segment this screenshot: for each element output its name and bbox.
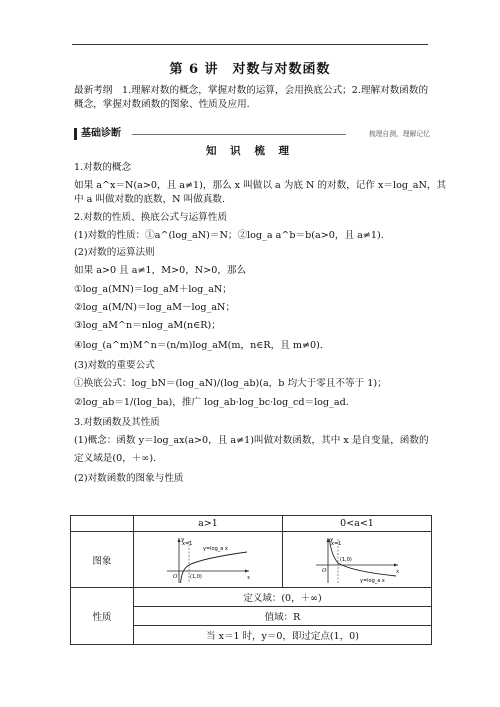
section-header bbox=[74, 128, 430, 140]
section-label: 基础诊断 bbox=[74, 128, 121, 140]
log-function-table bbox=[70, 515, 432, 645]
syllabus-intro: 最新考纲 1.理解对数的概念，掌握对数的运算，会用换底公式；2.理解对数函数的概念，掌握对数函数的图象、性质及应用. bbox=[74, 85, 429, 110]
text-line: ②log_a(M/N)＝log_aM－log_aN； bbox=[74, 302, 236, 313]
curve-label: y=log_a x bbox=[203, 545, 228, 552]
header-rule bbox=[72, 44, 428, 45]
y-axis-label: y bbox=[181, 536, 185, 543]
text-line: 中 a 叫做对数的底数，N 叫做真数. bbox=[74, 194, 226, 205]
point-label: (1,0) bbox=[340, 556, 352, 563]
origin-label: O bbox=[322, 567, 327, 574]
row-label-properties: 性质 bbox=[71, 588, 134, 645]
text-line: 定义域是(0，＋∞). bbox=[74, 453, 157, 464]
text-line: ②log_ab＝1/(log_ba)，推广 log_ab·log_bc·log_cd＝log_ad. bbox=[74, 397, 349, 408]
table-header-a-gt-1: a>1 bbox=[134, 516, 283, 532]
graph-cell-a-gt-1 bbox=[134, 532, 283, 588]
x-equals-1-label: x=1 bbox=[331, 540, 342, 547]
graph-cell-a-lt-1 bbox=[283, 532, 432, 588]
section-note: 梳理自测，理解记忆 bbox=[368, 130, 430, 138]
text-line: 如果 a^x＝N(a>0，且 a≠1)，那么 x 叫做以 a 为底 N 的对数，记作 x＝log_aN，其 bbox=[74, 180, 447, 191]
text-line: ①log_a(MN)＝log_aM＋log_aN； bbox=[74, 284, 232, 295]
text-line: 3.对数函数及其性质 bbox=[74, 417, 160, 428]
range-cell: 值域：R bbox=[134, 607, 432, 626]
page-title: 第 6 讲 对数与对数函数 bbox=[169, 62, 331, 77]
text-line: 2.对数的性质、换底公式与运算性质 bbox=[74, 212, 228, 223]
fixed-point-cell: 当 x＝1 时，y＝0，即过定点(1，0) bbox=[134, 626, 432, 645]
point-label: (1,0) bbox=[190, 573, 202, 580]
text-line: ③log_aM^n＝nlog_aM(n∈R)； bbox=[74, 320, 221, 331]
text-line: 如果 a>0 且 a≠1，M>0，N>0，那么 bbox=[74, 265, 247, 276]
text-line: (1)对数的性质：①a^(log_aN)＝N；②log_a a^b＝b(a>0，且 a≠1). bbox=[74, 230, 384, 241]
curve-label: y=log_a x bbox=[360, 577, 385, 584]
text-line: 1.对数的概念 bbox=[74, 162, 132, 173]
text-line: (3)对数的重要公式 bbox=[74, 360, 155, 371]
knowledge-heading: 知 识 梳 理 bbox=[206, 145, 294, 157]
domain-cell: 定义域：(0，＋∞) bbox=[134, 588, 432, 607]
x-equals-1-label: x=1 bbox=[182, 540, 193, 547]
origin-label: O bbox=[173, 573, 178, 580]
text-line: ①换底公式：log_bN＝(log_aN)/(log_ab)(a，b 均大于零且不等于 1)； bbox=[74, 378, 387, 389]
row-label-graph: 图象 bbox=[71, 532, 134, 588]
log-graph-decreasing bbox=[312, 535, 402, 585]
text-line: (2)对数函数的图象与性质 bbox=[74, 473, 184, 484]
x-axis-label: x bbox=[247, 574, 251, 581]
text-line: (2)对数的运算法则 bbox=[74, 247, 155, 258]
x-axis-label: x bbox=[396, 568, 400, 575]
y-axis-label: y bbox=[330, 536, 334, 543]
section-rule bbox=[132, 134, 346, 135]
text-line: (1)概念：函数 y＝log_ax(a>0，且 a≠1)叫做对数函数，其中 x 是自变量，函数的 bbox=[74, 435, 429, 446]
table-corner bbox=[71, 516, 134, 532]
x-axis-arrow bbox=[245, 569, 249, 572]
text-line: ④log_(a^m)M^n＝(n/m)log_aM(m，n∈R，且 m≠0). bbox=[74, 340, 323, 351]
x-axis-arrow bbox=[394, 563, 398, 566]
table-header-a-lt-1: 0<a<1 bbox=[283, 516, 432, 532]
log-graph-increasing bbox=[163, 535, 253, 585]
